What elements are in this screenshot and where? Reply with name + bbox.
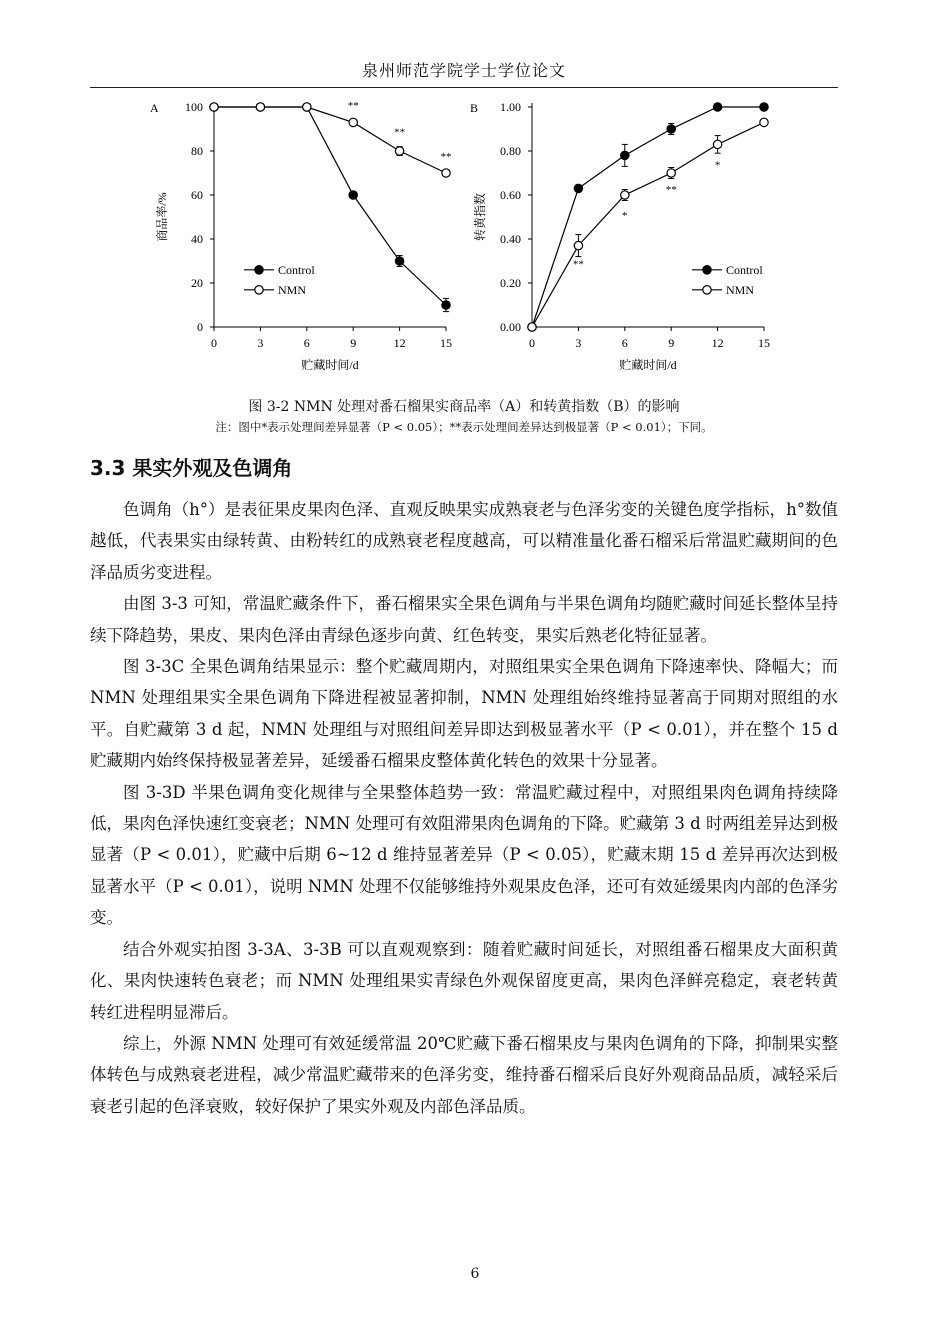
section-body [90,494,838,1122]
series-line-control [214,107,446,305]
significance-marker: ** [347,100,359,113]
x-tick-label: 0 [529,336,535,350]
legend-marker-control [703,266,711,274]
paragraph: 色调角（h°）是表征果皮果肉色泽、直观反映果实成熟衰老与色泽劣变的关键色度学指标，h°数值越低，代表果实由绿转黄、由粉转红的成熟衰老程度越高，可以精准量化番石榴采后常温贮藏期间的色泽品质劣变进程。 [90,500,838,582]
data-point-nmn [574,241,582,249]
data-point-nmn [395,147,403,155]
data-point-control [442,301,450,309]
significance-marker: * [622,210,628,223]
data-point-control [621,151,629,159]
legend-marker-nmn [703,286,711,294]
x-tick-label: 0 [211,336,217,350]
legend-label-control: Control [278,262,315,277]
x-tick-label: 12 [393,336,406,350]
legend-label-nmn: NMN [726,282,755,297]
paragraph: 综上，外源 NMN 处理可有效延缓常温 20℃贮藏下番石榴果皮与果肉色调角的下降，抑制果实整体转色与成熟衰老进程，减少常温贮藏带来的色泽劣变，维持番石榴采后良好外观商品品质，减轻采后衰老引起的色泽衰败，较好保护了果实外观及内部色泽品质。 [90,1033,838,1116]
panel-label: B [470,101,479,115]
x-axis-label: 贮藏时间/d [619,358,677,372]
x-tick-label: 3 [257,336,264,350]
data-point-nmn [442,169,450,177]
x-tick-label: 6 [621,336,628,350]
paragraph: 图 3-3D 半果色调角变化规律与全果整体趋势一致：常温贮藏过程中，对照组果肉色调角持续降低，果肉色泽快速红变衰老；NMN 处理可有效阻滞果肉色调角的下降。贮藏第 3 d 时两组差异达到极显著（P < 0.01），贮藏中后期 6~12 d 维持显著差异（P < 0.05），贮藏末期 15 d 差异再次达到极显著水平（P < 0.01），说明 NMN 处理不仅能够维持外观果皮色泽，还可有效延缓果肉内部的色泽劣变。 [90,782,838,928]
page-header: 泉州师范学院学士学位论文 [90,58,838,88]
data-point-nmn [713,140,721,148]
y-tick-label: 100 [185,100,203,114]
data-point-control [713,103,721,111]
data-point-nmn [210,103,218,111]
legend-label-nmn: NMN [278,282,307,297]
paragraph: 由图 3-3 可知，常温贮藏条件下，番石榴果实全果色调角与半果色调角均随贮藏时间延长整体呈持续下降趋势，果皮、果肉色泽由青绿色逐步向黄、红色转变，果实后熟老化特征显著。 [90,594,838,645]
legend-marker-nmn [255,286,263,294]
x-tick-label: 3 [575,336,582,350]
paragraph: 图 3-3C 全果色调角结果显示：整个贮藏周期内，对照组果实全果色调角下降速率快、降幅大；而 NMN 处理组果实全果色调角下降进程被显著抑制，NMN 处理组始终维持显著高于同期对照组的水平。自贮藏第 3 d 起，NMN 处理组与对照组间差异即达到极显著水平（P < 0.01），并在整个 15 d 贮藏期内始终保持极显著差异，延缓番石榴果皮整体黄化转色的效果十分显著。 [90,657,838,771]
data-point-nmn [256,103,264,111]
page-number: 6 [470,1266,480,1282]
data-point-nmn [303,103,311,111]
significance-marker: ** [665,183,677,196]
section-title: 3.3 果实外观及色调角 [90,456,293,480]
x-tick-label: 9 [350,336,357,350]
significance-marker: * [714,159,721,172]
data-point-control [574,184,582,192]
y-tick-label: 0.80 [500,144,521,158]
data-point-nmn [528,323,536,331]
significance-marker: ** [394,126,406,139]
paragraph: 结合外观实拍图 3-3A、3-3B 可以直观观察到：随着贮藏时间延长，对照组番石榴果皮大面积黄化、果肉快速转色衰老；而 NMN 处理组果实青绿色外观保留度更高，果肉色泽鲜亮稳定，衰老转黄转红进程明显滞后。 [90,939,838,1022]
x-tick-label: 15 [758,336,770,350]
y-tick-label: 0.40 [500,232,521,246]
figure-note: 注：图中*表示处理间差异显著（P < 0.05）；**表示处理间差异达到极显著（P < 0.01）；下同。 [215,420,713,434]
series-line-nmn [214,107,446,173]
chart-panel-a [150,100,452,372]
data-point-control [760,103,768,111]
y-tick-label: 80 [191,144,203,158]
data-point-nmn [760,118,768,126]
data-point-nmn [349,118,357,126]
y-tick-label: 0.60 [500,188,521,202]
data-point-control [349,191,357,199]
y-axis-label: 转黄指数 [473,192,487,242]
x-tick-label: 15 [440,336,452,350]
x-axis-label: 贮藏时间/d [301,358,359,372]
y-tick-label: 0.20 [500,276,521,290]
x-tick-label: 6 [303,336,310,350]
legend-marker-control [255,266,263,274]
y-tick-label: 1.00 [500,100,521,114]
significance-marker: ** [572,258,584,271]
legend-label-control: Control [726,262,763,277]
significance-marker: ** [440,150,452,163]
figure-caption: 图 3-2 NMN 处理对番石榴果实商品率（A）和转黄指数（B）的影响 [248,399,680,415]
y-tick-label: 0 [197,320,203,334]
data-point-nmn [667,169,675,177]
x-tick-label: 12 [711,336,724,350]
y-tick-label: 0.00 [500,320,521,334]
y-tick-label: 60 [191,188,203,202]
data-point-nmn [621,191,629,199]
figure-3-2-charts [140,92,800,382]
data-point-control [395,257,403,265]
y-axis-label: 商品率/% [155,192,169,242]
y-tick-label: 40 [191,232,203,246]
x-tick-label: 9 [668,336,675,350]
y-tick-label: 20 [191,276,203,290]
panel-label: A [150,101,159,115]
data-point-control [667,125,675,133]
chart-panel-b [470,100,770,372]
